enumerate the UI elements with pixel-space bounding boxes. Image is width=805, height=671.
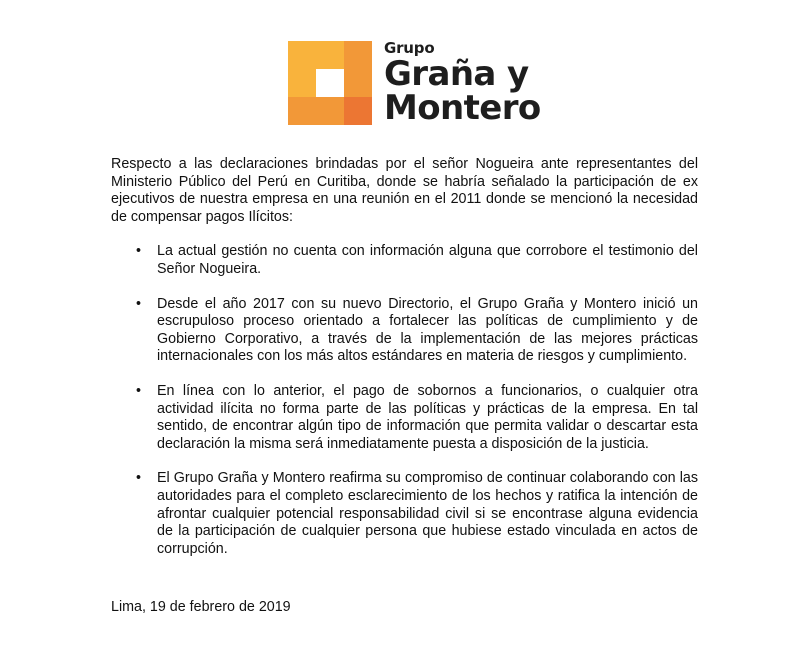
logo-tile <box>316 41 344 69</box>
list-item-text: El Grupo Graña y Montero reafirma su compromiso de continuar colaborando con las autoridades para el completo esclarecimiento de los hechos y ratifica la intención de afrontar cualquier potencial responsabilidad civil si se encontrase alguna evidencia de la participación de cualquier persona que hubiese estado vinculada en actos de corrupción. <box>157 470 698 557</box>
logo-tile <box>288 69 316 97</box>
company-logo <box>288 39 550 128</box>
logo-text-grana: Graña y <box>384 54 529 94</box>
bullet-icon: • <box>136 382 142 399</box>
intro-paragraph: Respecto a las declaraciones brindadas por el señor Nogueira ante representantes del Ministerio Público del Perú en Curitiba, donde se habría señalado la participación de ex ejecutivos de nuestra empresa en una reunión en el 2011 donde se mencionó la necesidad de compensar pagos Ilícitos: <box>111 156 698 225</box>
date-line: Lima, 19 de febrero de 2019 <box>111 599 291 615</box>
bullet-icon: • <box>136 470 142 487</box>
list-item-text: Desde el año 2017 con su nuevo Directorio, el Grupo Graña y Montero inició un escrupuloso proceso orientado a fortalecer las políticas de cumplimiento y de Gobierno Corporativo, a través de la implementación de las mejores prácticas internacionales con los más altos estándares en materia de riesgos y cumplimiento. <box>157 295 698 365</box>
logo-wordmark <box>384 39 541 128</box>
logo-text-grupo: Grupo <box>384 39 435 57</box>
logo-text-montero: Montero <box>384 88 541 128</box>
logo-tile <box>344 69 372 97</box>
list-item <box>111 296 698 366</box>
logo-tile <box>344 97 372 125</box>
logo-tile <box>316 97 344 125</box>
logo-tile <box>288 97 316 125</box>
logo-tile <box>288 41 316 69</box>
list-item <box>111 243 698 278</box>
list-item-text: La actual gestión no cuenta con información alguna que corrobore el testimonio del Señor Nogueira. <box>157 243 698 277</box>
logo-tile <box>316 69 344 97</box>
logo-tile <box>344 41 372 69</box>
list-item <box>111 383 698 453</box>
statement-list <box>111 243 698 558</box>
bullet-icon: • <box>136 243 142 260</box>
logo-square-mark <box>288 41 372 125</box>
list-item <box>111 470 698 558</box>
list-item-text: En línea con lo anterior, el pago de sobornos a funcionarios, o cualquier otra actividad ilícita no forma parte de las políticas y prácticas de la empresa. En tal sentido, de encontrar algún tipo de información que permita validar o descartar esta declaración la misma será inmediatamente puesta a disposición de la justicia. <box>157 382 698 452</box>
letter-body <box>111 156 698 575</box>
bullet-icon: • <box>136 295 142 312</box>
